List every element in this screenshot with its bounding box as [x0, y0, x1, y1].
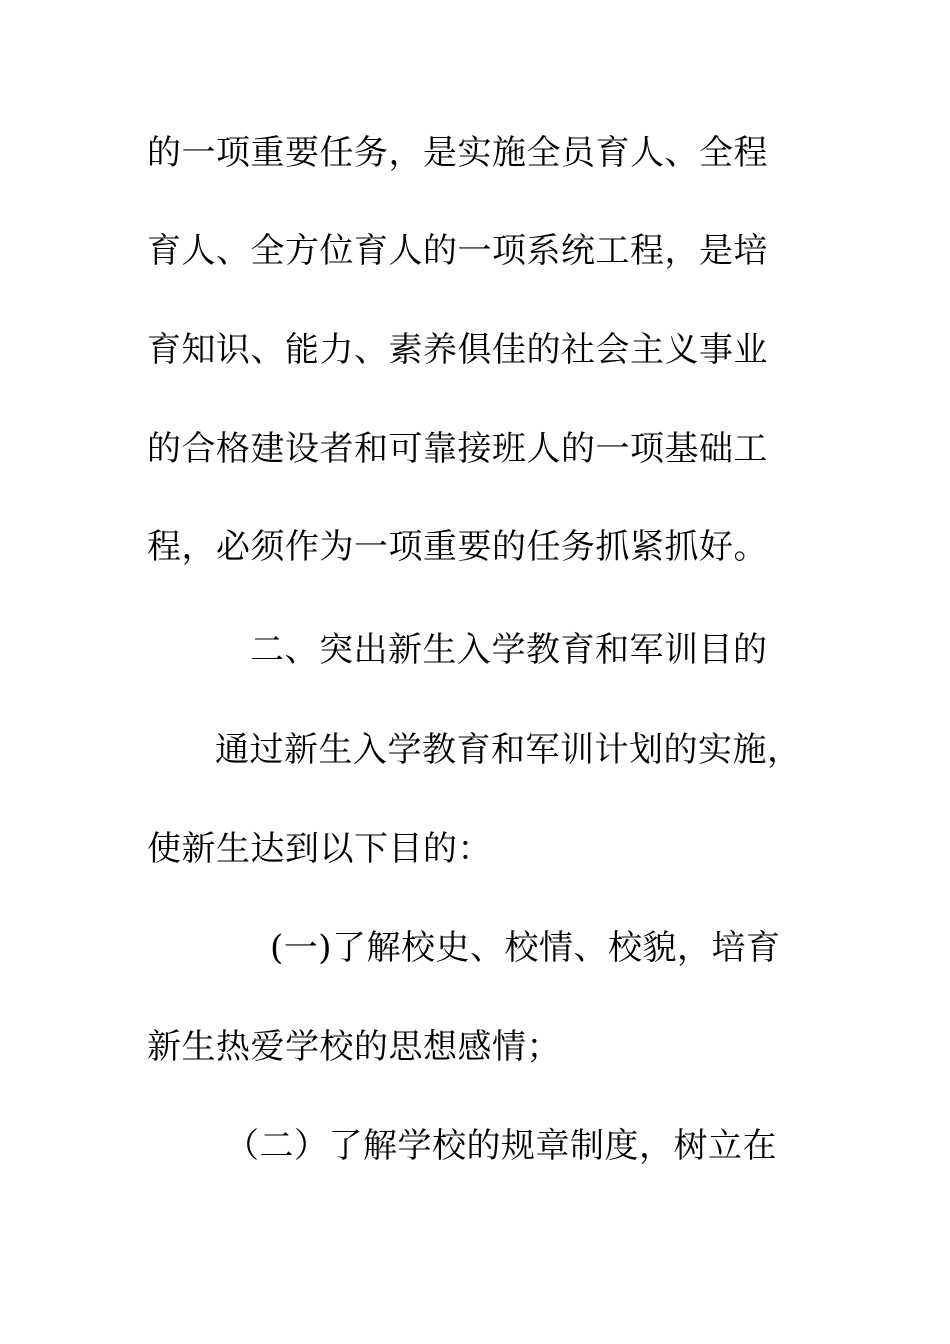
body-text-line: 育人、全方位育人的一项系统工程，是培	[147, 231, 768, 271]
body-text-line: 程，必须作为一项重要的任务抓紧抓好。	[147, 527, 768, 567]
body-text-line: 的一项重要任务，是实施全员育人、全程	[147, 133, 768, 173]
body-text-line: 新生热爱学校的思想感情；	[147, 1027, 561, 1067]
list-item-line: (一)了解校史、校情、校貌，培育	[270, 928, 781, 968]
section-heading: 二、突出新生入学教育和军训目的	[250, 630, 768, 670]
body-text-line: 通过新生入学教育和军训计划的实施，	[215, 730, 802, 770]
body-text-line: 育知识、能力、素养俱佳的社会主义事业	[147, 330, 768, 370]
list-item-line: （二）了解学校的规章制度，树立在	[225, 1126, 777, 1166]
body-text-line: 的合格建设者和可靠接班人的一项基础工	[147, 429, 768, 469]
body-text-line: 使新生达到以下目的：	[147, 829, 492, 869]
